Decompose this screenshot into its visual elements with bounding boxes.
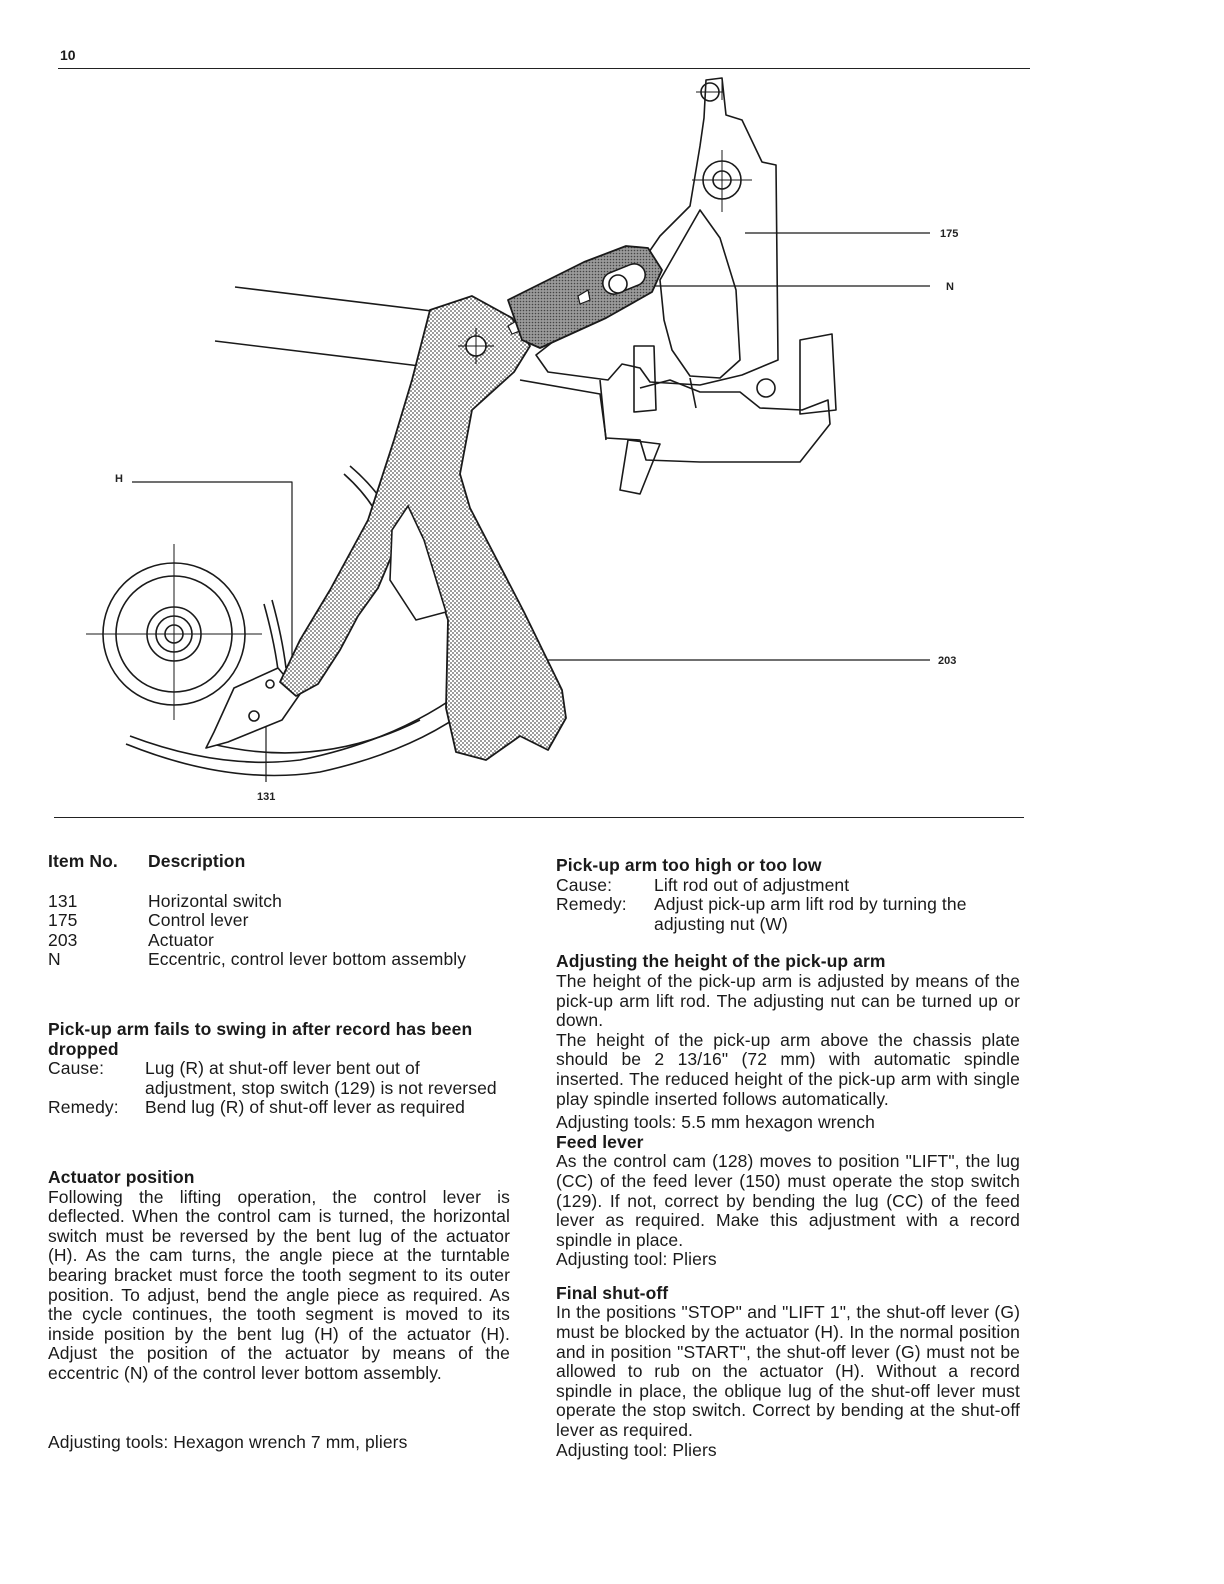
item-row — [48, 911, 510, 931]
page-number: 10 — [60, 47, 76, 63]
item-row — [48, 950, 510, 970]
cam-arc-2 — [126, 700, 480, 776]
actuator-position-title: Actuator position — [48, 1166, 195, 1187]
final-shutoff-text: In the positions "STOP" and "LIFT 1", the shut-off lever (G) must be blocked by the actuator (H). In the normal position and in position "START", the shut-off lever (G) must not be allowed to rub on the actuator (H). Without a record spindle in place, the oblique lug of the shut-off lever must operate the stop switch. Correct by bending at the shut-off lever as required. — [556, 1302, 1020, 1441]
label-n: N — [946, 281, 954, 293]
cause-text: Lift rod out of adjustment — [654, 874, 850, 895]
items-header — [48, 852, 510, 872]
too-high-low-title: Pick-up arm too high or too low — [556, 855, 822, 875]
bottom-rule — [54, 817, 1024, 818]
remedy-label: Remedy: — [48, 1097, 119, 1118]
label-175: 175 — [940, 228, 959, 240]
adjust-height-text-2: The height of the pick-up arm above the chassis plate should be 2 13/16" (72 mm) with automatic spindle inserted. The reduced height of the pick-up arm with single play spindle inserted follows automatically. — [556, 1029, 1020, 1109]
adjust-height-text-1: The height of the pick-up arm is adjusted by means of the pick-up arm lift rod. The adjusting nut can be turned up or down. — [556, 970, 1020, 1031]
actuator-203 — [280, 296, 566, 760]
remedy-text: Adjust pick-up arm lift rod by turning the adjusting nut (W) — [654, 894, 967, 934]
eccentric-cam — [609, 275, 627, 293]
swoop-left-2 — [272, 600, 286, 668]
cam-arc-1 — [130, 686, 470, 762]
item-number: 131 — [48, 890, 78, 911]
item-description: Eccentric, control lever bottom assembly — [148, 949, 467, 970]
item-number: N — [48, 949, 61, 970]
fails-swing-title: Pick-up arm fails to swing in after record has been dropped — [48, 1018, 473, 1059]
bottom-bracket — [520, 380, 830, 462]
item-row — [48, 931, 510, 951]
cause-label: Cause: — [48, 1058, 105, 1079]
actuator-position-text: Following the lifting operation, the control lever is deflected. When the control cam is turned, the horizontal switch must be reversed by the bent lug of the actuator (H). As the cam turns, the angle piece at the turntable bearing bracket must force the tooth segment to its outer position. To adjust, bend the angle piece as required. As the cycle continues, the tooth segment is moved to its inside position by the bent lug (H) of the actuator (H). Adjust the position of the actuator by means of the eccentric (N) of the control lever bottom assembly. — [48, 1186, 510, 1383]
right-column — [556, 856, 1020, 1516]
label-131: 131 — [257, 791, 276, 803]
cause-label: Cause: — [556, 874, 613, 895]
control-lever-inner — [660, 210, 740, 378]
fails-swing-remedy — [48, 1098, 510, 1118]
hook-tab — [620, 440, 660, 494]
item-number: 203 — [48, 929, 78, 950]
remedy-text: Bend lug (R) of shut-off lever as required — [145, 1097, 466, 1118]
rod-upper — [235, 287, 440, 312]
too-high-low-cause — [556, 876, 1020, 896]
final-shutoff-title: Final shut-off — [556, 1282, 669, 1303]
item-description: Horizontal switch — [148, 890, 282, 911]
control-lever-outline — [536, 78, 778, 385]
adjust-height-tools: Adjusting tools: 5.5 mm hexagon wrench — [556, 1112, 875, 1133]
top-rule — [58, 68, 1030, 69]
feed-lever-tools: Adjusting tool: Pliers — [556, 1249, 717, 1270]
rod-lower — [215, 341, 420, 366]
item-no-heading: Item No. — [48, 851, 118, 871]
too-high-low-remedy — [556, 895, 1020, 934]
actuator-position-tools: Adjusting tools: Hexagon wrench 7 mm, pliers — [48, 1432, 408, 1453]
mechanism-diagram — [0, 70, 1224, 815]
description-heading: Description — [148, 851, 246, 871]
left-column — [48, 852, 510, 1512]
item-description: Control lever — [148, 910, 249, 931]
adjust-height-title: Adjusting the height of the pick-up arm — [556, 951, 886, 972]
item-row — [48, 892, 510, 912]
cause-text: Lug (R) at shut-off lever bent out of adjustment, stop switch (129) is not reversed — [145, 1058, 497, 1098]
remedy-label: Remedy: — [556, 894, 627, 915]
final-shutoff-tools: Adjusting tool: Pliers — [556, 1439, 717, 1460]
center-post — [634, 346, 656, 412]
item-description: Actuator — [148, 929, 214, 950]
feed-lever-title: Feed lever — [556, 1131, 644, 1152]
feed-lever-text: As the control cam (128) moves to position "LIFT", the lug (CC) of the feed lever (150) must operate the stop switch (129). If not, correct by bending the lug (CC) of the feed lever as required. Make this adjustment with a record spindle in place. — [556, 1151, 1020, 1250]
label-203: 203 — [938, 655, 957, 667]
label-h: H — [115, 473, 123, 485]
item-number: 175 — [48, 910, 78, 931]
right-post — [800, 334, 836, 414]
fails-swing-cause — [48, 1059, 510, 1098]
small-wheel — [757, 379, 775, 397]
